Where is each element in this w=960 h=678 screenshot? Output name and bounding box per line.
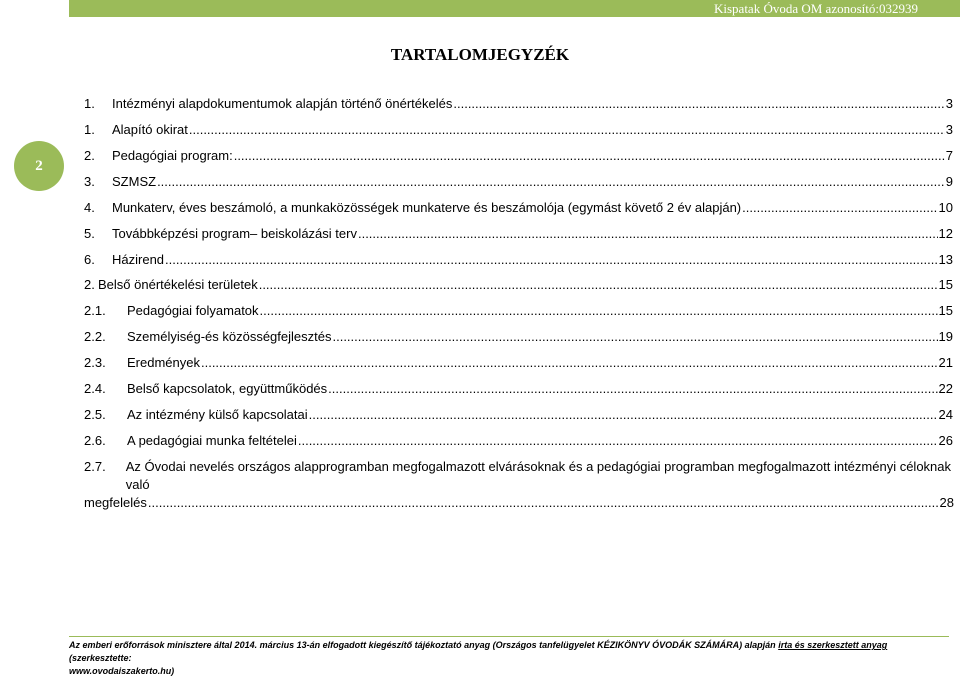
toc-entry-page: 15: [938, 277, 953, 292]
toc-entry-text: Belső kapcsolatok, együttműködés: [127, 381, 328, 396]
toc-entry-number: 5.: [84, 226, 95, 241]
toc-leader-dots: [234, 148, 945, 163]
footer-text: Az emberi erőforrások minisztere által 2014. március 13-án elfogadott kiegészítő tájékoztató anyag (Országos tanfelügyelet KÉZIKÖNYV ÓVODÁK SZÁMÁRA) alapján: [69, 640, 779, 650]
toc-entry-page: 7: [945, 148, 953, 163]
toc-entry-text: Pedagógiai folyamatok: [127, 303, 259, 318]
toc-entry-text: Személyiség-és közösségfejlesztés: [127, 329, 332, 344]
toc-entry-text: Belső önértékelési területek: [98, 277, 258, 292]
toc-entry-text: A pedagógiai munka feltételei: [127, 433, 297, 448]
toc-entry-text: SZMSZ: [112, 174, 157, 189]
toc-entry-number: 1.: [84, 122, 95, 137]
toc-entry-text-continued: megfelelés: [84, 495, 147, 510]
toc-entry[interactable]: [84, 381, 953, 399]
toc-leader-dots: [298, 433, 938, 448]
page-title: TARTALOMJEGYZÉK: [390, 45, 570, 64]
toc-entry[interactable]: [84, 433, 953, 451]
toc-entry[interactable]: [84, 148, 953, 166]
toc-entry-text: Munkaterv, éves beszámoló, a munkaközösségek munkaterve és beszámolója (egymást követő 2 év alapján): [112, 200, 742, 215]
toc-leader-dots: [189, 122, 945, 137]
toc-entry-number: 2.1.: [84, 303, 106, 318]
toc-entry-page: 3: [945, 122, 953, 137]
toc-entry-number: 2.6.: [84, 433, 106, 448]
toc-leader-dots: [332, 329, 937, 344]
toc-entry-page: 28: [939, 495, 954, 510]
header-text: Kispatak Óvoda OM azonosító:032939: [713, 1, 918, 16]
toc-entry-text: Továbbképzési program– beiskolázási terv: [112, 226, 357, 241]
toc-entry-page: 19: [938, 329, 953, 344]
toc-entry-number: 2.4.: [84, 381, 106, 396]
toc-entry-text: Az intézmény külső kapcsolatai: [127, 407, 308, 422]
toc-leader-dots: [165, 252, 938, 267]
toc-entry-number: 1.: [84, 96, 95, 111]
toc-entry-number: 2.2.: [84, 329, 106, 344]
toc-entry-text: Az Óvodai nevelés országos alapprogramban megfogalmazott elvárásoknak és a pedagógiai programban megfogalmazott intézményi céloknak való: [125, 459, 952, 492]
toc-entry[interactable]: [84, 407, 953, 425]
toc-entry-number: 4.: [84, 200, 95, 215]
toc-entry-page: 9: [945, 174, 953, 189]
toc-entry-number: 3.: [84, 174, 95, 189]
toc-entry-text: Pedagógiai program:: [112, 148, 233, 163]
toc-entry-page: 21: [938, 355, 953, 370]
toc-entry[interactable]: [84, 200, 953, 218]
toc-entry-page: 13: [938, 252, 953, 267]
toc-entry-page: 12: [938, 226, 953, 241]
toc-entry-text: Házirend: [112, 252, 165, 267]
toc-leader-dots: [157, 174, 945, 189]
toc-leader-dots: [309, 407, 938, 422]
toc-entry[interactable]: [84, 329, 953, 347]
toc-entry-number: 2.7.: [84, 459, 106, 474]
toc-entry-page: 3: [945, 96, 953, 111]
toc-leader-dots: [358, 226, 938, 241]
toc-entry[interactable]: [84, 226, 953, 244]
toc-entry[interactable]: [84, 303, 953, 321]
toc-leader-dots: [453, 96, 944, 111]
toc-leader-dots: [201, 355, 938, 370]
footer-underlined-text: irta és szerkesztett anyag: [778, 640, 888, 650]
toc-entry-number: 2.: [84, 148, 95, 163]
toc-entry[interactable]: [84, 458, 954, 512]
toc-entry[interactable]: [84, 122, 953, 140]
toc-entry[interactable]: [84, 174, 953, 192]
toc-entry-number: 6.: [84, 252, 95, 267]
toc-entry-number: 2.3.: [84, 355, 106, 370]
toc-entry-page: 24: [938, 407, 953, 422]
toc-entry-text: Eredmények: [127, 355, 200, 370]
toc-entry-page: 15: [938, 303, 953, 318]
footer-text-end: (szerkesztette:: [69, 653, 132, 663]
toc-entry-page: 10: [938, 200, 953, 215]
toc-entry[interactable]: [84, 96, 953, 114]
toc-leader-dots: [260, 303, 938, 318]
toc-entry-number: 2.5.: [84, 407, 106, 422]
toc-entry-page: 22: [938, 381, 953, 396]
toc-entry[interactable]: [84, 355, 953, 373]
toc-leader-dots: [328, 381, 937, 396]
page-number: 2: [35, 157, 43, 174]
page-footer: [69, 636, 949, 678]
toc-leader-dots: [148, 494, 939, 512]
page-number-badge: [14, 141, 64, 191]
toc-entry[interactable]: [84, 252, 953, 270]
toc-entry-number: 2.: [84, 277, 95, 292]
toc-leader-dots: [259, 277, 938, 292]
toc-entry-page: 26: [938, 433, 953, 448]
toc-entry[interactable]: [84, 277, 953, 295]
toc-entry-text: Intézményi alapdokumentumok alapján történő önértékelés: [112, 96, 453, 111]
toc-leader-dots: [742, 200, 937, 215]
toc-entry-text: Alapító okirat: [112, 122, 188, 137]
header-bar: [69, 0, 960, 17]
footer-website: www.ovodaiszakerto.hu): [69, 666, 175, 676]
